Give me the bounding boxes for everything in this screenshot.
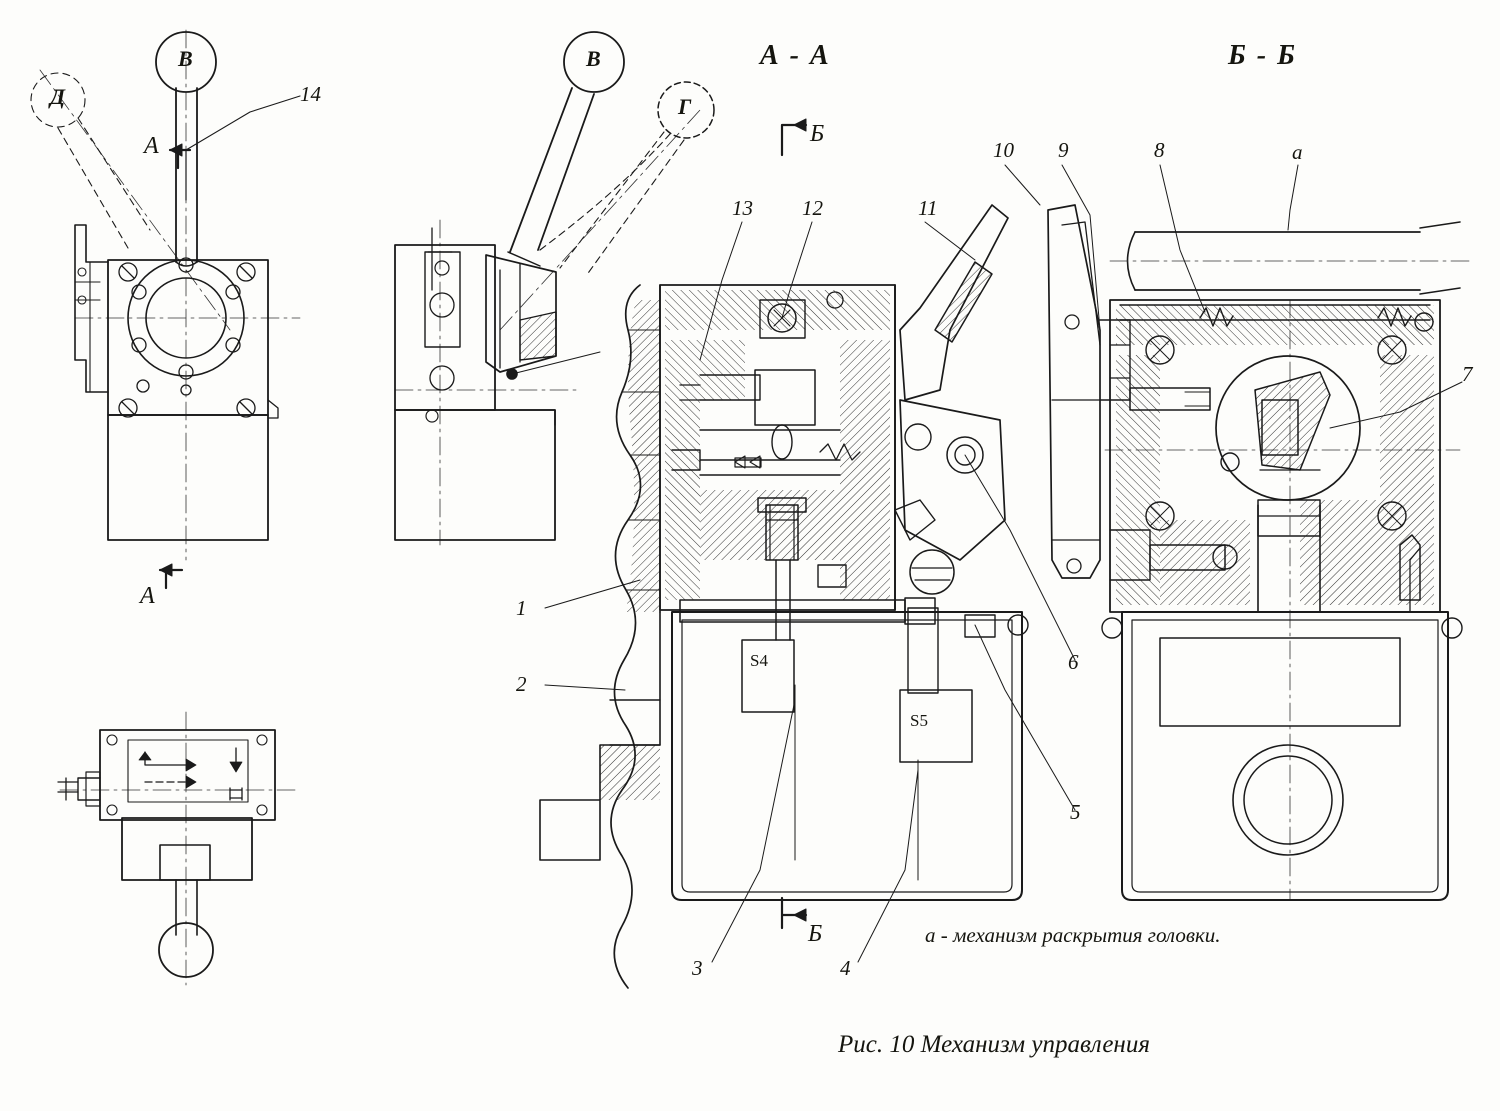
callout-7: 7	[1462, 362, 1473, 386]
section-mark-a-bottom: А	[140, 583, 155, 609]
section-mark-b-bottom: Б	[808, 921, 823, 947]
callout-6: 6	[1068, 650, 1079, 674]
callout-1: 1	[516, 596, 527, 620]
figure-caption: Рис. 10 Механизм управления	[838, 1031, 1150, 1058]
callout-5: 5	[1070, 800, 1081, 824]
callout-14: 14	[300, 82, 321, 106]
callout-8: 8	[1154, 138, 1165, 162]
callout-13: 13	[732, 196, 753, 220]
section-mark-b-top: Б	[810, 121, 825, 147]
switch-label-s4: S4	[750, 651, 768, 670]
switch-label-s5: S5	[910, 711, 928, 730]
section-title-b-b: Б - Б	[1228, 40, 1297, 71]
callout-9: 9	[1058, 138, 1069, 162]
callout-10: 10	[993, 138, 1014, 162]
figure-note: а - механизм раскрытия головки.	[925, 923, 1221, 947]
callout-a-mechanism: а	[1292, 140, 1303, 164]
position-letter-d: Д	[50, 84, 66, 109]
callout-11: 11	[918, 196, 938, 220]
section-title-a-a: А - А	[760, 40, 831, 71]
position-letter-v-left: В	[178, 46, 193, 71]
callout-3: 3	[692, 956, 703, 980]
callout-4: 4	[840, 956, 851, 980]
position-letter-v-mid: В	[586, 46, 601, 71]
callout-12: 12	[802, 196, 823, 220]
position-letter-g: Г	[678, 94, 692, 119]
section-mark-a-top: А	[144, 133, 159, 159]
callout-2: 2	[516, 672, 527, 696]
